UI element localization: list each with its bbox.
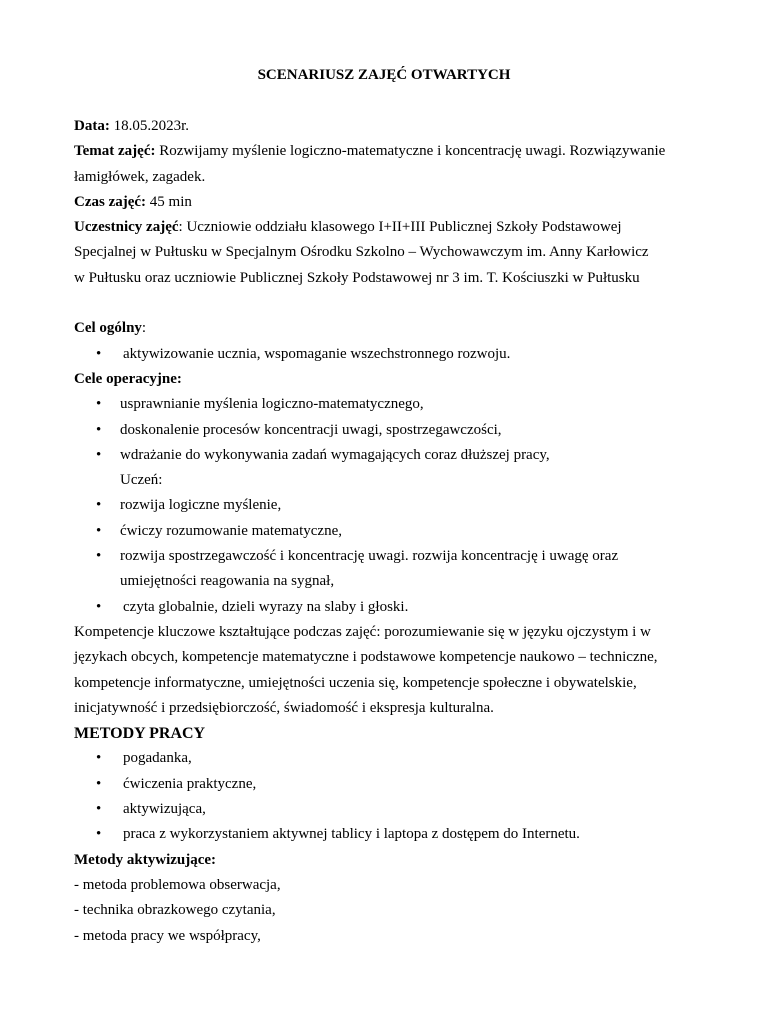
general-goal-colon: : (141, 320, 147, 337)
participants-label: Uczestnicy zajęć (74, 219, 179, 236)
duration-label: Czas zajęć: (74, 193, 147, 210)
list-item (74, 342, 699, 367)
active-method-item: - technika obrazkowego czytania, (74, 902, 276, 919)
methods-heading: METODY PRACY (74, 725, 206, 743)
topic-text-1: Rozwijamy myślenie logiczno-matematyczne i koncentrację uwagi. Rozwiązywanie (155, 143, 666, 160)
list-item (74, 822, 699, 847)
competences-line-3: kompetencje informatyczne, umiejętności uczenia się, kompetencje społeczne i obywatelskie, (74, 674, 637, 691)
document-body (74, 114, 699, 949)
topic-text-2: łamigłówek, zagadek. (74, 168, 206, 185)
bullet-icon: • (96, 548, 102, 565)
date-label: Data: (74, 118, 110, 134)
bullet-icon: • (96, 497, 102, 514)
document-title: SCENARIUSZ ZAJĘĆ OTWARTYCH (257, 67, 511, 83)
bullet-icon: • (96, 345, 102, 362)
duration-line (74, 190, 699, 215)
list-item (74, 544, 699, 569)
list-item-text: ćwiczy rozumowanie matematyczne, (120, 522, 342, 539)
list-item (74, 595, 699, 620)
participants-text-2: Specjalnej w Pułtusku w Specjalnym Ośrodku Szkolno – Wychowawczym im. Anny Karłowicz (74, 244, 649, 261)
bullet-icon: • (96, 421, 102, 438)
list-item-text: rozwija logiczne myślenie, (120, 497, 282, 514)
topic-line (74, 139, 699, 164)
participants-text-3: w Pułtusku oraz uczniowie Publicznej Szkoły Podstawowej nr 3 im. T. Kościuszki w Pułtusku (74, 269, 640, 286)
bullet-icon: • (96, 598, 102, 615)
list-item (74, 493, 699, 518)
bullet-icon: • (96, 446, 102, 463)
list-item (74, 392, 699, 417)
general-goal-heading (74, 316, 699, 341)
list-item (74, 772, 699, 797)
bullet-icon: • (96, 522, 102, 539)
date-value: 18.05.2023r. (109, 118, 189, 134)
list-item-continuation: umiejętności reagowania na sygnał, (120, 573, 335, 590)
competences-line-4: inicjatywność i przedsiębiorczość, świadomość i ekspresja kulturalna. (74, 699, 494, 716)
competences-line-1: Kompetencje kluczowe kształtujące podczas zajęć: porozumiewanie się w języku ojczystym i w (74, 623, 651, 640)
list-item (74, 443, 699, 468)
list-item-text: rozwija spostrzegawczość i koncentrację uwagi. rozwija koncentrację i uwagę oraz (120, 548, 619, 565)
active-methods-label: Metody aktywizujące: (74, 851, 217, 868)
spacer (74, 291, 699, 316)
list-item (74, 746, 699, 771)
list-item (74, 418, 699, 443)
list-item-text: czyta globalnie, dzieli wyrazy na slaby i głoski. (123, 598, 409, 615)
bullet-icon: • (96, 826, 102, 843)
competences-line-2: językach obcych, kompetencje matematyczne i podstawowe kompetencje naukowo – techniczne, (74, 649, 658, 666)
list-item-text: praca z wykorzystaniem aktywnej tablicy i laptopa z dostępem do Internetu. (123, 826, 580, 843)
list-item (74, 797, 699, 822)
student-label: Uczeń: (120, 472, 163, 489)
list-item-text: aktywizująca, (123, 801, 206, 818)
list-item (74, 519, 699, 544)
active-methods-heading (74, 848, 699, 873)
operational-goals-heading (74, 367, 699, 392)
list-item-text: doskonalenie procesów koncentracji uwagi, spostrzegawczości, (120, 421, 502, 438)
list-item-text: usprawnianie myślenia logiczno-matematycznego, (120, 396, 424, 413)
bullet-icon: • (96, 801, 102, 818)
list-item-text: wdrażanie do wykonywania zadań wymagających coraz dłuższej pracy, (120, 446, 550, 463)
bullet-icon: • (96, 750, 102, 767)
participants-line (74, 215, 699, 240)
list-item-text: aktywizowanie ucznia, wspomaganie wszechstronnego rozwoju. (123, 345, 511, 362)
general-goal-label: Cel ogólny (74, 320, 142, 337)
list-item-text: pogadanka, (123, 750, 192, 767)
list-item-text: ćwiczenia praktyczne, (123, 775, 257, 792)
topic-label: Temat zajęć: (74, 143, 156, 160)
participants-text-1: : Uczniowie oddziału klasowego I+II+III Publicznej Szkoły Podstawowej (178, 219, 622, 236)
bullet-icon: • (96, 396, 102, 413)
bullet-icon: • (96, 775, 102, 792)
duration-value: 45 min (146, 193, 192, 210)
active-method-item: - metoda pracy we współpracy, (74, 927, 261, 944)
date-line (74, 114, 699, 139)
active-method-item: - metoda problemowa obserwacja, (74, 876, 281, 893)
operational-goals-label: Cele operacyjne: (74, 370, 182, 387)
